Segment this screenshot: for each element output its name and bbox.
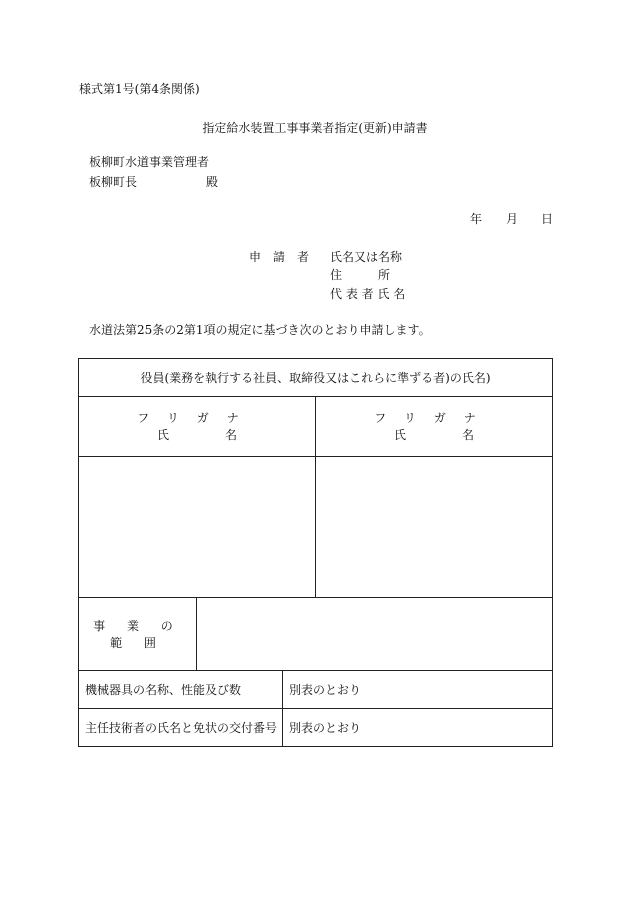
- addressee-line2: 板柳町長: [89, 175, 138, 189]
- business-scope-label: 事 業 の 範 囲: [79, 598, 197, 671]
- date-month: 月: [506, 212, 519, 226]
- applicant-rep-label: 代 表 者 氏 名: [330, 287, 406, 301]
- furigana-label-right: フリガナ: [374, 410, 494, 425]
- name-label-right-2: 名: [461, 427, 474, 442]
- business-scope-entry[interactable]: [197, 598, 553, 671]
- form-number: 様式第1号(第4条関係): [79, 82, 200, 96]
- name-label-right-1: 氏: [394, 427, 407, 442]
- name-label-left-2: 名: [224, 427, 237, 442]
- statement: 水道法第25条の2第1項の規定に基づき次のとおり申請します。: [89, 323, 431, 337]
- name-label-left: [79, 427, 315, 444]
- furigana-label-left: フリガナ: [137, 410, 257, 425]
- date-year: 年: [470, 212, 483, 226]
- applicant-name-label: 氏名又は名称: [330, 250, 403, 264]
- document-title: 指定給水装置工事事業者指定(更新)申請書: [202, 121, 428, 135]
- addressee-line1: 板柳町水道事業管理者: [89, 155, 210, 169]
- applicant-label: 申 請 者: [249, 250, 310, 264]
- name-label-left-1: 氏: [157, 427, 170, 442]
- equipment-label: 機械器具の名称、性能及び数: [79, 671, 283, 709]
- officer-names-entry-right[interactable]: [316, 457, 553, 598]
- applicant-address-label: 住 所: [330, 268, 391, 282]
- chief-engineer-value: 別表のとおり: [283, 709, 553, 747]
- chief-engineer-label: 主任技術者の氏名と免状の交付番号: [79, 709, 283, 747]
- officer-name-header-left: [79, 397, 316, 457]
- officer-name-header-right: [316, 397, 553, 457]
- date-day: 日: [541, 212, 554, 226]
- application-table: [78, 358, 553, 747]
- addressee-honorific: 殿: [206, 175, 219, 189]
- name-label-right: [316, 427, 552, 444]
- officers-header: 役員(業務を執行する社員、取締役又はこれらに準ずる者)の氏名): [79, 359, 553, 397]
- officer-names-entry-left[interactable]: [79, 457, 316, 598]
- equipment-value: 別表のとおり: [283, 671, 553, 709]
